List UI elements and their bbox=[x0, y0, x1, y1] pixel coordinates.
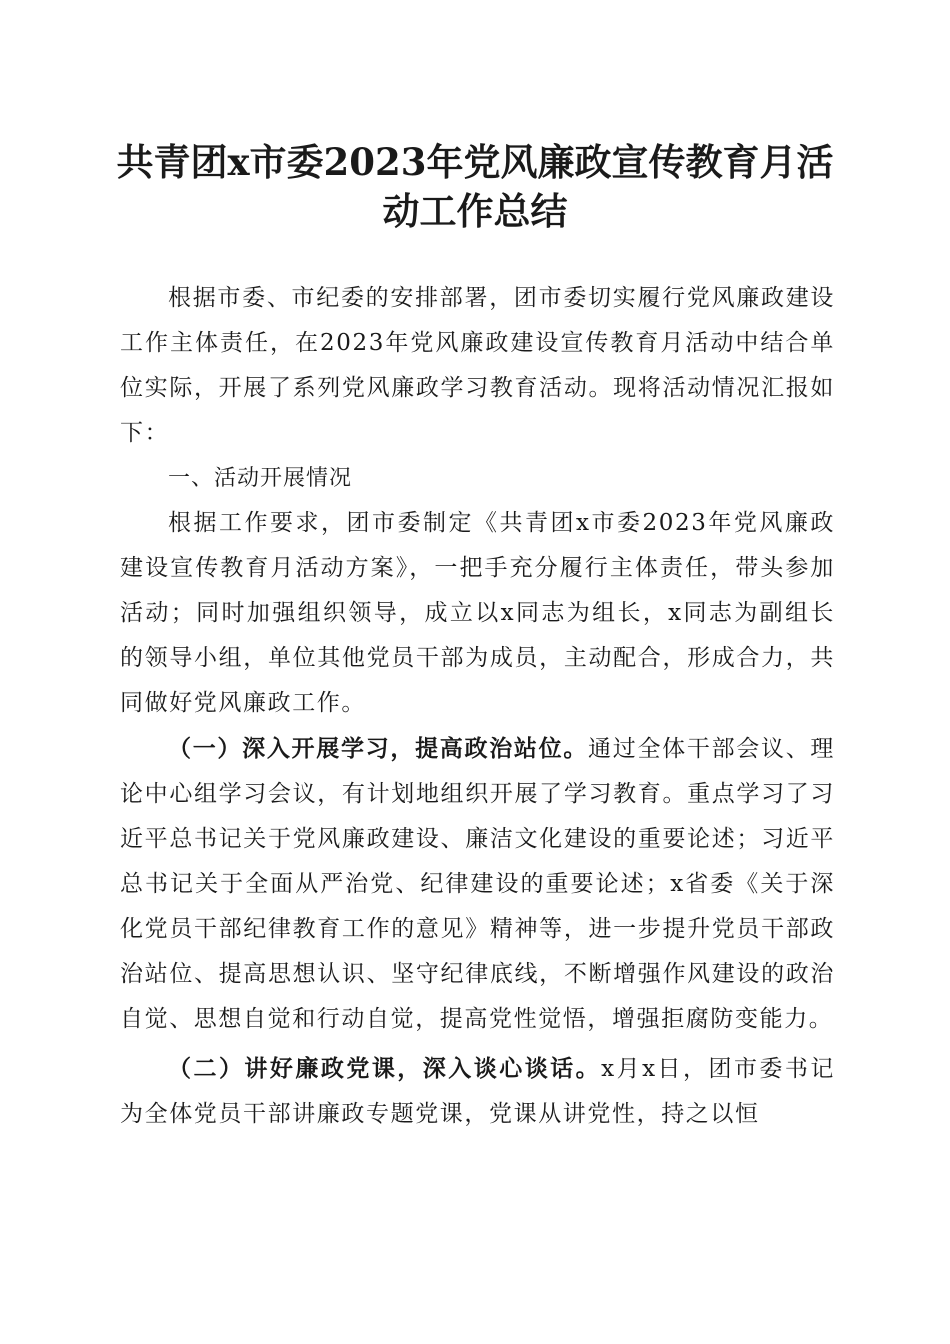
section-1-paragraph: 根据工作要求，团市委制定《共青团x市委2023年党风廉政建设宣传教育月活动方案》，一把手充分履行主体责任，带头参加活动；同时加强组织领导，成立以x同志为组长，x同志为副组长的领导小组，单位其他党员干部为成员，主动配合，形成合力，共同做好党风廉政工作。 bbox=[120, 510, 835, 716]
document-title-line-1: 共青团x市委2023年党风廉政宣传教育月活 bbox=[116, 140, 834, 184]
subsection-2-heading: （二）讲好廉政党课，深入谈心谈话。 bbox=[168, 1055, 602, 1082]
subsection-1-heading: （一）深入开展学习，提高政治站位。 bbox=[168, 735, 589, 762]
document-title-line-2: 动工作总结 bbox=[382, 189, 568, 233]
document-body bbox=[120, 276, 835, 1137]
subsection-1-body: 通过全体干部会议、理论中心组学习会议，有计划地组织开展了学习教育。重点学习了习近平总书记关于党风廉政建设、廉洁文化建设的重要论述；习近平总书记关于全面从严治党、纪律建设的重要论述；x省委《关于深化党员干部纪律教育工作的意见》精神等，进一步提升党员干部政治站位、提高思想认识、坚守纪律底线，不断增强作风建设的政治自觉、思想自觉和行动自觉，提高党性觉悟，增强拒腐防变能力。 bbox=[120, 736, 835, 1032]
subsection-2-body: x月x日，团市委书记为全体党员干部讲廉政专题党课，党课从讲党性，持之以恒 bbox=[120, 1056, 835, 1127]
subsection-2-paragraph bbox=[120, 1046, 835, 1137]
section-1-heading: 一、活动开展情况 bbox=[168, 466, 353, 491]
intro-paragraph: 根据市委、市纪委的安排部署，团市委切实履行党风廉政建设工作主体责任，在2023年党风廉政建设宣传教育月活动中结合单位实际，开展了系列党风廉政学习教育活动。现将活动情况汇报如下： bbox=[120, 285, 835, 446]
subsection-1-paragraph bbox=[120, 726, 835, 1042]
